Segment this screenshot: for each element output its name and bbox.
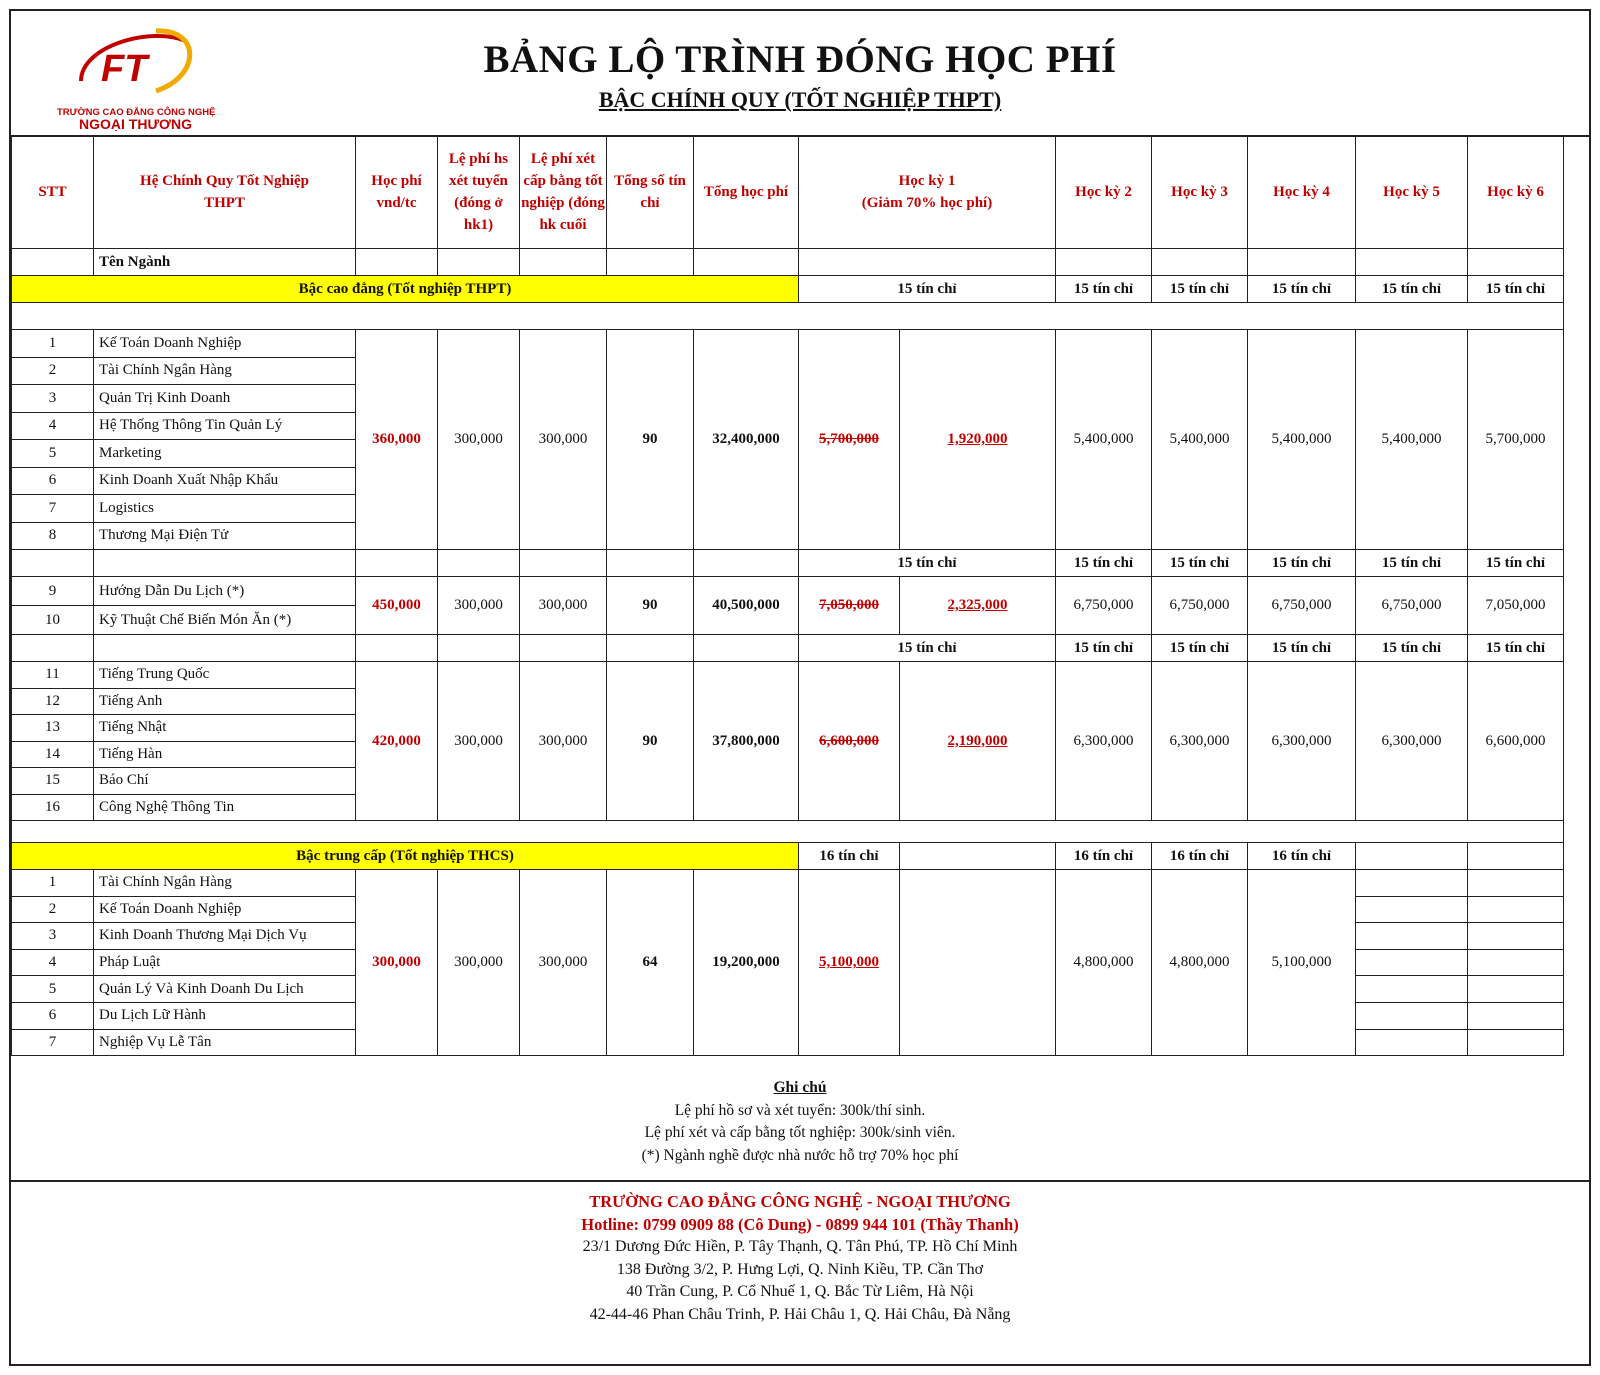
sem5-empty: [1356, 1002, 1468, 1029]
note-line: Lệ phí hồ sơ và xét tuyển: 300k/thí sinh.: [674, 1101, 926, 1119]
logo-school-line1: TRƯỜNG CAO ĐẲNG CÔNG NGHỆ: [57, 107, 216, 118]
sem5-fee: 5,400,000: [1356, 330, 1468, 550]
total-credits: 90: [607, 330, 694, 550]
admission-fee: 300,000: [438, 662, 520, 821]
svg-text:FT: FT: [101, 48, 148, 90]
sem5-empty: [1356, 976, 1468, 1003]
contact-footer: [11, 1191, 1589, 1326]
major-number: 1: [12, 870, 94, 897]
major-number: 7: [12, 495, 94, 523]
major-name: Kỹ Thuật Chế Biến Món Ăn (*): [94, 606, 356, 635]
major-name: Du Lịch Lữ Hành: [94, 1002, 356, 1029]
sem6-empty: [1468, 870, 1564, 897]
major-number: 2: [12, 896, 94, 923]
header-major-name: Tên Ngành: [94, 249, 356, 276]
group2-sem2-credits: 15 tín chỉ: [1056, 550, 1152, 577]
sem4-fee: 6,750,000: [1248, 577, 1356, 635]
college-sem2-credits: 15 tín chỉ: [1056, 276, 1152, 303]
sem4-fee: 6,300,000: [1248, 662, 1356, 821]
inter-sem1-credits: 16 tín chỉ: [799, 843, 900, 870]
group3-sem3-credits: 15 tín chỉ: [1152, 635, 1248, 662]
total-tuition: 19,200,000: [694, 870, 799, 1056]
footer-address: 40 Trần Cung, P. Cổ Nhuế 1, Q. Bắc Từ Liêm, Hà Nội: [626, 1283, 974, 1300]
group-3-credit-row: [12, 635, 1564, 662]
sem6-empty: [1468, 976, 1564, 1003]
diploma-fee: 300,000: [520, 577, 607, 635]
header-semester-3: Học kỳ 3: [1152, 136, 1248, 249]
diploma-fee: 300,000: [520, 870, 607, 1056]
spacer-row: [12, 821, 1564, 843]
sem1-empty: [900, 870, 1056, 1056]
major-name: Logistics: [94, 495, 356, 523]
total-tuition: 32,400,000: [694, 330, 799, 550]
group-2-credit-row: [12, 550, 1564, 577]
group2-sem1-credits: 15 tín chỉ: [799, 550, 1056, 577]
total-tuition: 40,500,000: [694, 577, 799, 635]
inter-sem2-credits: 16 tín chỉ: [1056, 843, 1152, 870]
diploma-fee: 300,000: [520, 330, 607, 550]
footer-hotline: Hotline: 0799 0909 88 (Cô Dung) - 0899 944 101 (Thầy Thanh): [581, 1214, 1019, 1234]
major-name: Tài Chính Ngân Hàng: [94, 870, 356, 897]
footer-school-name: TRƯỜNG CAO ĐẲNG CÔNG NGHỆ - NGOẠI THƯƠNG: [589, 1192, 1011, 1211]
header-sem1-label: Học kỳ 1: [898, 173, 956, 189]
major-number: 8: [12, 522, 94, 550]
sem5-empty: [1356, 870, 1468, 897]
fee-per-credit: 420,000: [356, 662, 438, 821]
total-credits: 90: [607, 577, 694, 635]
intermediate-section-row: [12, 843, 1564, 870]
notes-title: Ghi chú: [773, 1079, 827, 1096]
fee-per-credit: 450,000: [356, 577, 438, 635]
major-number: 7: [12, 1029, 94, 1056]
group3-sem4-credits: 15 tín chỉ: [1248, 635, 1356, 662]
sem1-discounted-fee: 2,190,000: [900, 662, 1056, 821]
sem5-fee: 6,300,000: [1356, 662, 1468, 821]
sem5-empty: [1356, 923, 1468, 950]
header-admission-fee: Lệ phí hs xét tuyển (đóng ở hk1): [438, 136, 520, 249]
sem6-empty: [1468, 896, 1564, 923]
major-name: Tiếng Trung Quốc: [94, 662, 356, 689]
page-subtitle: BẬC CHÍNH QUY (TỐT NGHIỆP THPT): [598, 87, 1002, 112]
major-name: Hệ Thống Thông Tin Quản Lý: [94, 412, 356, 440]
major-number: 14: [12, 741, 94, 768]
major-number: 4: [12, 949, 94, 976]
sem6-fee: 5,700,000: [1468, 330, 1564, 550]
major-name: Marketing: [94, 440, 356, 468]
major-number: 10: [12, 606, 94, 635]
group2-sem5-credits: 15 tín chỉ: [1356, 550, 1468, 577]
college-section-row: [12, 276, 1564, 303]
major-number: 6: [12, 467, 94, 495]
header-fee-per-credit: Học phí vnd/tc: [356, 136, 438, 249]
sem2-fee: 5,400,000: [1056, 330, 1152, 550]
admission-fee: 300,000: [438, 870, 520, 1056]
table-row: [12, 870, 1564, 897]
major-name: Hướng Dẫn Du Lịch (*): [94, 577, 356, 606]
sem6-fee: 7,050,000: [1468, 577, 1564, 635]
major-number: 6: [12, 1002, 94, 1029]
sem2-fee: 4,800,000: [1056, 870, 1152, 1056]
sem6-empty: [1468, 923, 1564, 950]
sem3-fee: 6,750,000: [1152, 577, 1248, 635]
college-sem4-credits: 15 tín chỉ: [1248, 276, 1356, 303]
college-sem6-credits: 15 tín chỉ: [1468, 276, 1564, 303]
group3-sem1-credits: 15 tín chỉ: [799, 635, 1056, 662]
major-number: 3: [12, 385, 94, 413]
sem1-discounted-fee: 2,325,000: [900, 577, 1056, 635]
admission-fee: 300,000: [438, 330, 520, 550]
header-semester-6: Học kỳ 6: [1468, 136, 1564, 249]
sem3-fee: 6,300,000: [1152, 662, 1248, 821]
major-name: Tiếng Anh: [94, 688, 356, 715]
college-sem1-credits: 15 tín chỉ: [799, 276, 1056, 303]
major-number: 5: [12, 976, 94, 1003]
table-row: [12, 662, 1564, 689]
sem3-fee: 5,400,000: [1152, 330, 1248, 550]
fee-per-credit: 300,000: [356, 870, 438, 1056]
page-title: BẢNG LỘ TRÌNH ĐÓNG HỌC PHÍ: [483, 38, 1117, 81]
major-number: 1: [12, 330, 94, 358]
header-total-credits: Tổng số tín chỉ: [607, 136, 694, 249]
header-diploma-fee: Lệ phí xét cấp bằng tốt nghiệp (đóng hk cuối: [520, 136, 607, 249]
major-name: Kế Toán Doanh Nghiệp: [94, 896, 356, 923]
sem1-discounted-fee: 1,920,000: [900, 330, 1056, 550]
sem4-fee: 5,100,000: [1248, 870, 1356, 1056]
sem2-fee: 6,750,000: [1056, 577, 1152, 635]
sem5-empty: [1356, 896, 1468, 923]
group2-sem3-credits: 15 tín chỉ: [1152, 550, 1248, 577]
sem1-original-fee: 6,600,000: [799, 662, 900, 821]
group3-sem2-credits: 15 tín chỉ: [1056, 635, 1152, 662]
note-line: (*) Ngành nghề được nhà nước hỗ trợ 70% học phí: [641, 1146, 959, 1164]
major-name: Tài Chính Ngân Hàng: [94, 357, 356, 385]
major-name: Tiếng Hàn: [94, 741, 356, 768]
college-sem5-credits: 15 tín chỉ: [1356, 276, 1468, 303]
sem5-empty: [1356, 949, 1468, 976]
major-name: Kế Toán Doanh Nghiệp: [94, 330, 356, 358]
total-credits: 64: [607, 870, 694, 1056]
major-name: Thương Mại Điện Tử: [94, 522, 356, 550]
document-header: [11, 11, 1589, 137]
header-semester-2: Học kỳ 2: [1056, 136, 1152, 249]
intermediate-section-title: Bậc trung cấp (Tốt nghiệp THCS): [12, 843, 799, 870]
notes-section: [11, 1065, 1589, 1182]
sem6-empty: [1468, 949, 1564, 976]
major-name: Quản Lý Và Kinh Doanh Du Lịch: [94, 976, 356, 1003]
sem2-fee: 6,300,000: [1056, 662, 1152, 821]
note-line: Lệ phí xét và cấp bằng tốt nghiệp: 300k/sinh viên.: [644, 1124, 956, 1141]
major-number: 12: [12, 688, 94, 715]
header-stt: STT: [12, 136, 94, 249]
sem1-original-fee: 7,050,000: [799, 577, 900, 635]
major-number: 13: [12, 715, 94, 742]
major-name: Quản Trị Kinh Doanh: [94, 385, 356, 413]
sem5-fee: 6,750,000: [1356, 577, 1468, 635]
footer-address: 42-44-46 Phan Châu Trinh, P. Hải Châu 1, Q. Hải Châu, Đà Nẵng: [589, 1305, 1011, 1323]
college-group-2: [12, 577, 1564, 635]
college-group-3: [12, 662, 1564, 821]
major-number: 4: [12, 412, 94, 440]
inter-sem4-credits: 16 tín chỉ: [1248, 843, 1356, 870]
sem4-fee: 5,400,000: [1248, 330, 1356, 550]
logo-school-line2: NGOẠI THƯƠNG: [79, 116, 192, 131]
major-number: 11: [12, 662, 94, 689]
tuition-table: [11, 135, 1564, 1056]
major-number: 15: [12, 768, 94, 795]
group3-sem5-credits: 15 tín chỉ: [1356, 635, 1468, 662]
total-credits: 90: [607, 662, 694, 821]
group2-sem4-credits: 15 tín chỉ: [1248, 550, 1356, 577]
major-name: Nghiệp Vụ Lễ Tân: [94, 1029, 356, 1056]
major-number: 16: [12, 794, 94, 821]
diploma-fee: 300,000: [520, 662, 607, 821]
college-section-title: Bậc cao đẳng (Tốt nghiệp THPT): [12, 276, 799, 303]
major-name: Kinh Doanh Xuất Nhập Khẩu: [94, 467, 356, 495]
sem6-fee: 6,600,000: [1468, 662, 1564, 821]
major-number: 3: [12, 923, 94, 950]
header-semester-1: [799, 136, 1056, 249]
total-tuition: 37,800,000: [694, 662, 799, 821]
admission-fee: 300,000: [438, 577, 520, 635]
major-number: 2: [12, 357, 94, 385]
footer-address: 23/1 Dương Đức Hiền, P. Tây Thạnh, Q. Tân Phú, TP. Hồ Chí Minh: [582, 1238, 1018, 1255]
table-header-row: [12, 136, 1564, 249]
spacer-row: [12, 303, 1564, 330]
major-name: Tiếng Nhật: [94, 715, 356, 742]
tuition-document: [9, 9, 1591, 1366]
sem3-fee: 4,800,000: [1152, 870, 1248, 1056]
college-group-1: [12, 330, 1564, 550]
header-sem1-note: (Giảm 70% học phí): [861, 195, 993, 211]
header-semester-4: Học kỳ 4: [1248, 136, 1356, 249]
header-total-tuition: Tổng học phí: [694, 136, 799, 249]
sem5-empty: [1356, 1029, 1468, 1056]
major-name: Pháp Luật: [94, 949, 356, 976]
sem6-empty: [1468, 1002, 1564, 1029]
major-number: 9: [12, 577, 94, 606]
table-row: [12, 330, 1564, 358]
group2-sem6-credits: 15 tín chỉ: [1468, 550, 1564, 577]
major-name: Công Nghệ Thông Tin: [94, 794, 356, 821]
sem6-empty: [1468, 1029, 1564, 1056]
intermediate-group: [12, 870, 1564, 1056]
major-number: 5: [12, 440, 94, 468]
group3-sem6-credits: 15 tín chỉ: [1468, 635, 1564, 662]
table-row: [12, 577, 1564, 606]
major-name: Kinh Doanh Thương Mại Dịch Vụ: [94, 923, 356, 950]
sem1-fee: 5,100,000: [799, 870, 900, 1056]
fee-per-credit: 360,000: [356, 330, 438, 550]
header-program: Hệ Chính Quy Tốt Nghiệp THPT: [94, 136, 356, 249]
major-name-header-row: [12, 249, 1564, 276]
header-semester-5: Học kỳ 5: [1356, 136, 1468, 249]
major-name: Báo Chí: [94, 768, 356, 795]
inter-sem3-credits: 16 tín chỉ: [1152, 843, 1248, 870]
sem1-original-fee: 5,700,000: [799, 330, 900, 550]
college-sem3-credits: 15 tín chỉ: [1152, 276, 1248, 303]
footer-address: 138 Đường 3/2, P. Hưng Lợi, Q. Ninh Kiều, TP. Cần Thơ: [616, 1260, 984, 1278]
